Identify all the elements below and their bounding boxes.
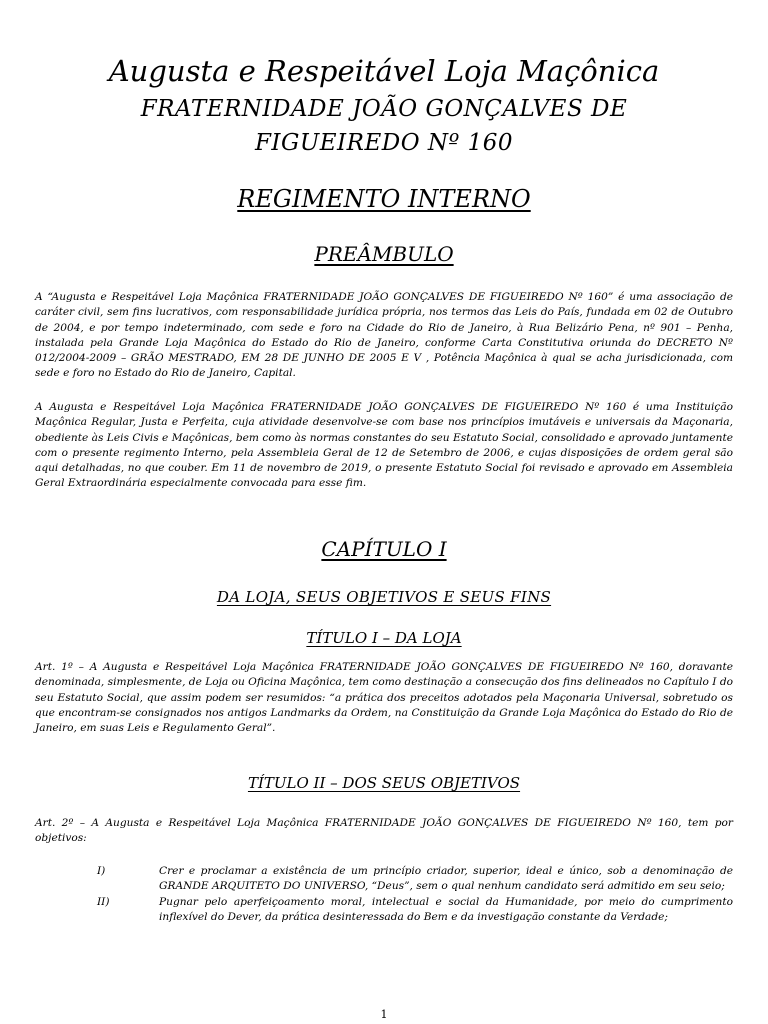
chapter-heading: CAPÍTULO I [321,537,447,561]
page-number: 1 [380,1008,388,1021]
objectives-list [35,864,733,925]
preambulo-paragraph-1: A “Augusta e Respeitável Loja Maçônica FRATERNIDADE JOÃO GONÇALVES DE FIGUEIREDO Nº 160” é uma associação de caráter civil, sem fins lucrativos, com responsabilidade jurídica própria, nos termos das Leis do País, fundada em 02 de Outubro de 2004, e por tempo indeterminado, com sede e foro na Cidade do Rio de Janeiro, à Rua Belizário Pena, nº 901 – Penha, instalada pela Grande Loja Maçônica do Estado do Rio de Janeiro, conforme Carta Constitutiva oriunda do DECRETO Nº 012/2004-2009 – GRÃO MESTRADO, EM 28 DE JUNHO DE 2005 E V , Potência Maçônica à qual se acha jurisdicionada, com sede e foro no Estado do Rio de Janeiro, Capital. [35,291,733,380]
title-1-heading: TÍTULO I – DA LOJA [306,629,462,647]
regimento-heading: REGIMENTO INTERNO [237,185,531,213]
list-item-text: Pugnar pelo aperfeiçoamento moral, intelectual e social da Humanidade, por meio do cumprimento inflexível do Dever, da prática desinteressada do Bem e da investigação constante da Verdade; [159,895,733,923]
article-2-paragraph: Art. 2º – A Augusta e Respeitável Loja Maçônica FRATERNIDADE JOÃO GONÇALVES DE FIGUEIREDO Nº 160, tem por objetivos: [35,817,733,845]
title-2-heading: TÍTULO II – DOS SEUS OBJETIVOS [247,774,521,792]
lodge-name [0,92,768,160]
preambulo-paragraph-2: A Augusta e Respeitável Loja Maçônica FRATERNIDADE JOÃO GONÇALVES DE FIGUEIREDO Nº 160 é uma Instituição Maçônica Regular, Justa e Perfeita, cuja atividade desenvolve-se com base nos princípios imutáveis e universais da Maçonaria, obediente às Leis Civis e Maçônicas, bem como às normas constantes do seu Estatuto Social, consolidado e aprovado juntamente com o presente regimento Interno, pela Assembleia Geral de 12 de Setembro de 2006, e cujas disposições de ordem geral são aqui detalhadas, no que couber. Em 11 de novembro de 2019, o presente Estatuto Social foi revisado e aprovado em Assembleia Geral Extraordinária especialmente convocada para esse fim. [35,401,733,490]
preambulo-heading: PREÂMBULO [314,242,454,266]
chapter-subtitle: DA LOJA, SEUS OBJETIVOS E SEUS FINS [216,588,552,606]
lodge-title: Augusta e Respeitável Loja Maçônica [108,54,660,88]
list-item-text: Crer e proclamar a existência de um princípio criador, superior, ideal e único, sob a denominação de GRANDE ARQUITETO DO UNIVERSO, “Deus”, sem o qual nenhum candidato será admitido em seu seio; [159,865,733,893]
lodge-name-line2: FIGUEIREDO Nº 160 [254,130,514,156]
lodge-name-line1: FRATERNIDADE JOÃO GONÇALVES DE [140,96,628,122]
list-item-number: I) [97,865,106,877]
list-item-number: II) [97,895,110,908]
article-1-paragraph: Art. 1º – A Augusta e Respeitável Loja Maçônica FRATERNIDADE JOÃO GONÇALVES DE FIGUEIREDO Nº 160, doravante denominada, simplesmente, de Loja ou Oficina Maçônica, tem como destinação a consecução dos fins delineados no Capítulo I do seu Estatuto Social, que assim podem ser resumidos: “a prática dos preceitos adotados pela Maçonaria Universal, sobretudo os que encontram-se consignados nos antigos Landmarks da Ordem, na Constituição da Grande Loja Maçônica do Estado do Rio de Janeiro, em suas Leis e Regulamento Geral”. [35,661,733,735]
list-item [35,895,733,926]
list-item [35,864,733,895]
